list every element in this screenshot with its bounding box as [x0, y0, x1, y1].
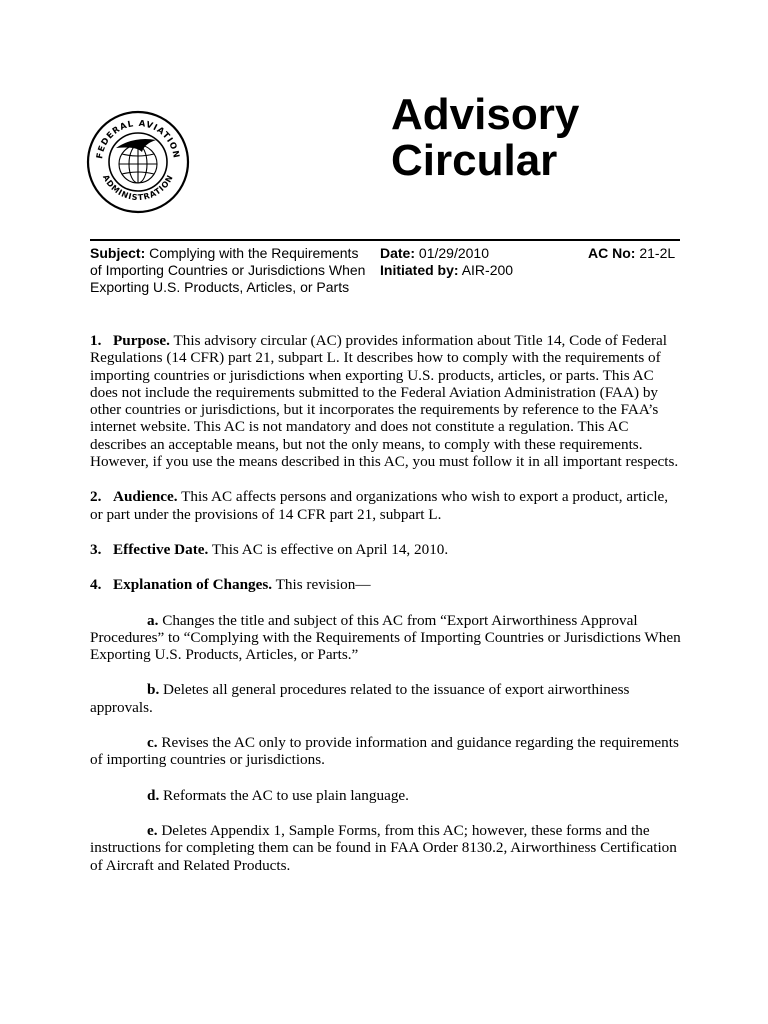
subject-label: Subject: — [90, 245, 146, 261]
item-letter: e. — [147, 821, 158, 839]
initiated-label: Initiated by: — [380, 262, 459, 278]
seal-top-text: FEDERAL AVIATION — [95, 118, 181, 160]
item-letter: d. — [147, 786, 160, 804]
header-divider — [90, 239, 680, 241]
date-label: Date: — [380, 245, 416, 261]
section-title: Audience. — [113, 488, 178, 506]
section-audience — [90, 488, 682, 523]
date-value: 01/29/2010 — [418, 245, 489, 261]
seal-bottom-text: ADMINISTRATION — [100, 173, 176, 203]
document-body — [90, 332, 682, 892]
section-text: This AC affects persons and organizations who wish to export a product, article, or part under the provisions of 14 CFR part 21, subpart L. — [90, 488, 669, 523]
section-text: This AC is effective on April 14, 2010. — [211, 540, 449, 558]
change-item-b — [90, 681, 682, 716]
title-line-1: Advisory — [391, 90, 580, 139]
section-title: Purpose. — [113, 332, 170, 349]
item-text: Deletes Appendix 1, Sample Forms, from this AC; however, these forms and the instructions for completing them can be found in FAA Order 8130.2, Airworthiness Certification of Aircraft and Related Products. — [90, 821, 677, 874]
ac-number-block — [588, 245, 688, 262]
change-item-d — [90, 787, 682, 804]
section-title: Effective Date. — [113, 540, 209, 558]
section-text: This advisory circular (AC) provides information about Title 14, Code of Federal Regulations (14 CFR) part 21, subpart L. It describes how to comply with the requirements of importing countries or jurisdictions when exporting U.S. products, articles, or parts. This AC does not include the requirements submitted to the Federal Aviation Administration (FAA) by other countries or jurisdictions, but it incorporates the requirements by reference to the FAA’s internet website. This AC is not mandatory and does not constitute a regulation. This AC describes an acceptable means, but not the only means, to comply with these requirements. However, if you use the means described in this AC, you must follow it in all important respects. — [90, 332, 679, 471]
globe-icon — [119, 145, 157, 183]
item-letter: b. — [147, 681, 160, 699]
change-item-c — [90, 734, 682, 769]
acno-label: AC No: — [588, 245, 636, 261]
section-number: 2. — [90, 488, 102, 506]
section-title: Explanation of Changes. — [113, 576, 273, 594]
section-changes — [90, 576, 682, 593]
change-item-e — [90, 822, 682, 874]
wing-emblem-icon — [116, 139, 156, 152]
item-letter: a. — [147, 611, 159, 629]
section-number: 4. — [90, 576, 102, 594]
acno-value: 21-2L — [639, 245, 676, 261]
section-purpose — [90, 332, 682, 470]
date-block — [380, 245, 580, 279]
item-text: Deletes all general procedures related to the issuance of export airworthiness approvals. — [90, 681, 630, 716]
faa-seal-logo — [86, 110, 190, 214]
title-line-2: Circular — [391, 136, 558, 185]
item-text: Revises the AC only to provide information and guidance regarding the requirements of importing countries or jurisdictions. — [90, 734, 679, 769]
section-number: 3. — [90, 540, 102, 558]
subject-value: Complying with the Requirements of Importing Countries or Jurisdictions When Exporting U.S. Products, Articles, or Parts — [90, 245, 366, 295]
item-letter: c. — [147, 734, 158, 752]
section-text: This revision— — [275, 576, 371, 594]
section-effective-date — [90, 541, 682, 558]
subject-block — [90, 245, 372, 296]
item-text: Reformats the AC to use plain language. — [163, 786, 409, 804]
item-text: Changes the title and subject of this AC from “Export Airworthiness Approval Procedures” to “Complying with the Requirements of Importing Countries or Jurisdictions When Exporting U.S. Products, Articles, or Parts.” — [90, 611, 681, 664]
change-item-a — [90, 612, 682, 664]
section-number: 1. — [90, 332, 102, 349]
document-title — [391, 92, 579, 184]
initiated-value: AIR-200 — [461, 262, 514, 278]
